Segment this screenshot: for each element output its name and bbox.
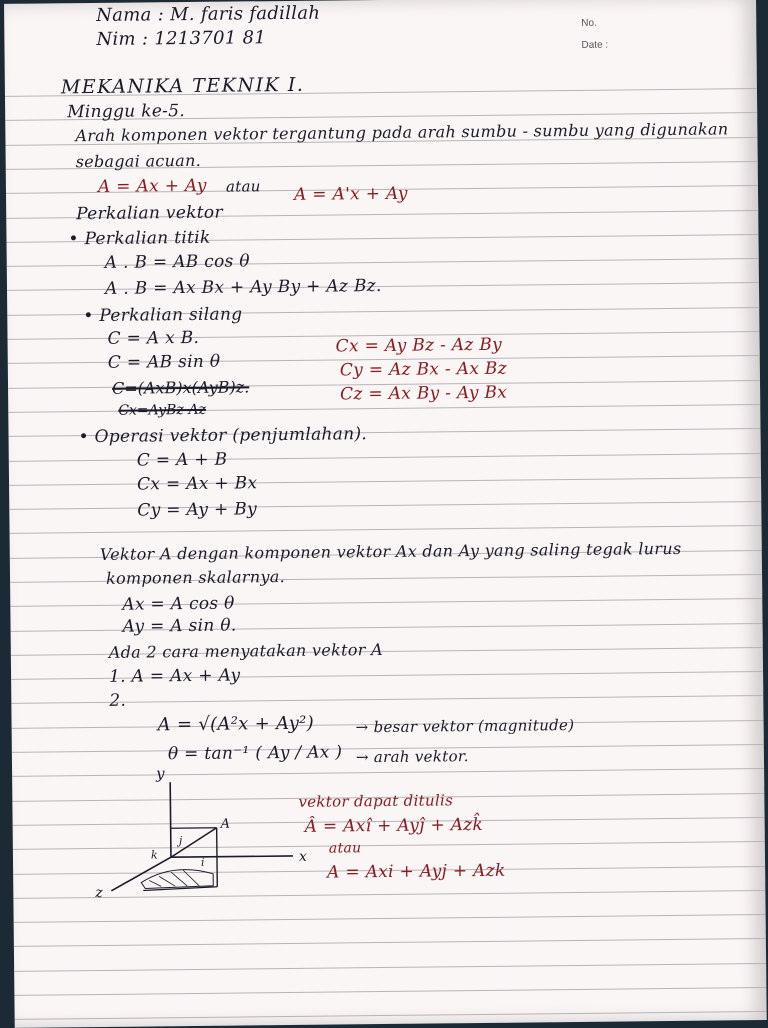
- atau-label: atau: [329, 840, 362, 856]
- cx-eq: Cx = Ay Bz - Az By: [336, 335, 503, 357]
- ruled-line: [9, 477, 761, 486]
- j-unit-label: j: [176, 834, 183, 847]
- k-unit-label: k: [151, 848, 158, 861]
- op-eq-1: C = A + B: [137, 450, 228, 471]
- eq-a: A = Ax + Ay: [98, 176, 207, 197]
- ada-cara: Ada 2 cara menyatakan vektor A: [109, 640, 383, 662]
- ruled-line: [10, 525, 762, 534]
- crossed-out-1: C=(AxB)x(AyB)z.: [112, 377, 249, 397]
- z-axis-label: z: [94, 885, 103, 901]
- intro-line-1: Arah komponen vektor tergantung pada arah sumbu - sumbu yang digunakan: [75, 119, 728, 145]
- ax-eq: Ax = A cos θ: [122, 594, 235, 615]
- week-label: Minggu ke-5.: [67, 101, 185, 122]
- page-title: MEKANIKA TEKNIK I.: [61, 74, 305, 99]
- vektor-line-1: Vektor A dengan komponen vektor Ax dan Ay yang saling tegak lurus: [100, 539, 682, 564]
- cara-2: 2.: [109, 691, 126, 711]
- x-axis-label: x: [299, 849, 307, 865]
- i-unit-label: i: [201, 856, 205, 869]
- nim-line: Nim : 1213701 81: [96, 27, 266, 50]
- ruled-line: [15, 1011, 767, 1020]
- section-perkalian: Perkalian vektor: [76, 203, 223, 225]
- notebook-page: [4, 0, 767, 1028]
- op-eq-2: Cx = Ax + Bx: [137, 473, 257, 494]
- ruled-line: [14, 938, 766, 947]
- op-eq-3: Cy = Ay + By: [137, 499, 257, 520]
- magnitude-note: → besar vektor (magnitude): [356, 716, 575, 736]
- cross-eq-2: C = AB sin θ: [108, 352, 221, 373]
- cross-eq-1: C = A x B.: [107, 328, 199, 349]
- cara-1: 1. A = Ax + Ay: [109, 666, 240, 687]
- ruled-line: [9, 453, 761, 462]
- ijk-eq: A = Axi + Ayj + Azk: [327, 861, 506, 883]
- cz-eq: Cz = Ax By - Ay Bx: [340, 383, 507, 405]
- ruled-line: [14, 914, 766, 923]
- vektor-line-2: komponen skalarnya.: [106, 567, 285, 588]
- section-silang: • Perkalian silang: [83, 304, 242, 326]
- eq-atau: atau: [226, 177, 261, 195]
- intro-line-2: sebagai acuan.: [76, 151, 202, 171]
- direction-eq: θ = tan⁻¹ ( Ay / Ax ): [168, 742, 343, 764]
- ruled-line: [9, 501, 761, 510]
- direction-note: → arah vektor.: [356, 747, 469, 766]
- dot-eq-2: A . B = Ax Bx + Ay By + Az Bz.: [105, 276, 382, 299]
- name-line: Nama : M. faris fadillah: [96, 3, 320, 26]
- ruled-lines: [4, 0, 756, 4]
- vektor-ditulis: vektor dapat ditulis: [298, 791, 453, 811]
- unit-vector-eq: Â = Axî + Ayĵ + Azk̂: [305, 815, 484, 837]
- eq-b: A = A'x + Ay: [294, 184, 408, 205]
- magnitude-eq: A = √(A²x + Ay²): [157, 713, 314, 736]
- ruled-line: [14, 963, 766, 972]
- ay-eq: Ay = A sin θ.: [122, 616, 236, 637]
- dot-eq-1: A . B = AB cos θ: [105, 251, 250, 273]
- section-operasi: • Operasi vektor (penjumlahan).: [78, 424, 367, 447]
- ruled-line: [14, 987, 766, 996]
- axes-diagram: [82, 761, 324, 914]
- section-titik: • Perkalian titik: [68, 228, 210, 249]
- y-axis-label: y: [155, 764, 165, 782]
- no-label: No.: [581, 18, 597, 29]
- vector-a-label: A: [220, 817, 231, 832]
- crossed-out-2: Cx=AyBz-Az: [118, 402, 206, 419]
- cy-eq: Cy = Az Bx - Ax Bz: [340, 359, 507, 381]
- date-label: Date :: [581, 40, 608, 51]
